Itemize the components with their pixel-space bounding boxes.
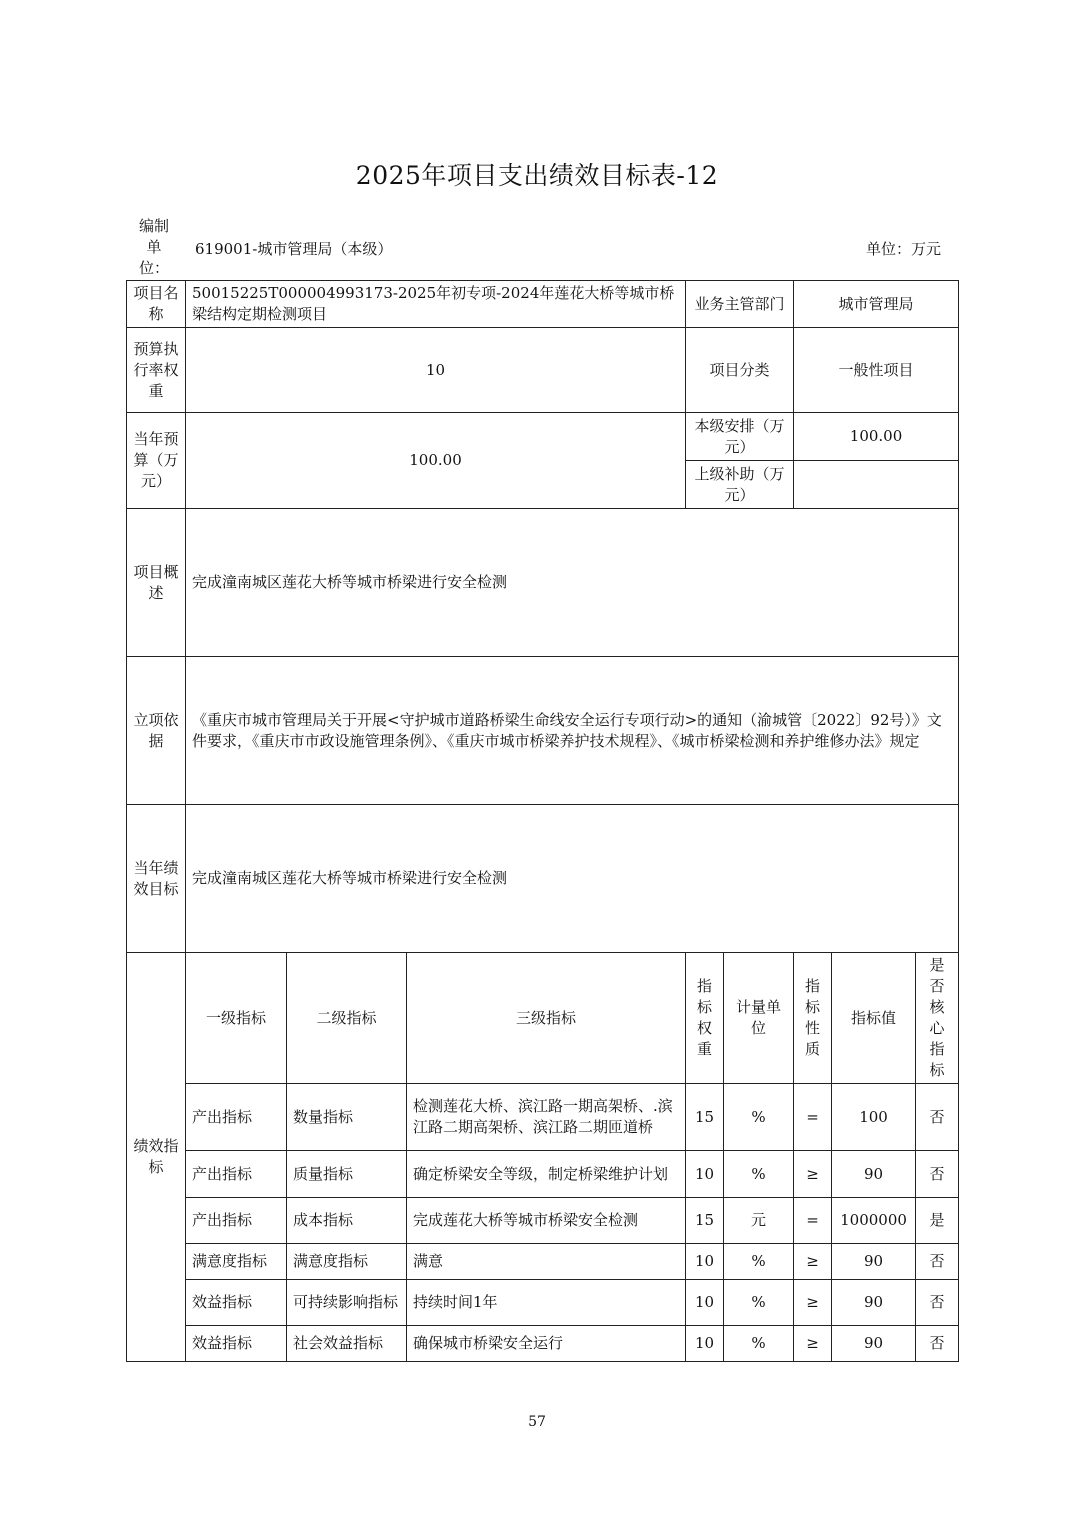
row-nature: ≥ — [794, 1326, 832, 1362]
row-level2: 社会效益指标 — [287, 1326, 407, 1362]
row-level2: 数量指标 — [287, 1084, 407, 1151]
row-nature: ≥ — [794, 1244, 832, 1280]
goal-label: 当年绩效目标 — [127, 805, 186, 953]
table-row — [127, 1084, 959, 1151]
dept-label: 业务主管部门 — [686, 281, 794, 328]
category-label: 项目分类 — [686, 328, 794, 413]
performance-table — [126, 280, 959, 1362]
local-label: 本级安排（万元） — [686, 413, 794, 461]
row-value: 90 — [832, 1280, 916, 1326]
row-core: 是 — [916, 1198, 959, 1244]
row-value: 90 — [832, 1151, 916, 1198]
row-unit: % — [724, 1244, 794, 1280]
row-nature: = — [794, 1198, 832, 1244]
row-weight: 15 — [686, 1198, 724, 1244]
table-row — [127, 1326, 959, 1362]
basis-value: 《重庆市城市管理局关于开展<守护城市道路桥梁生命线安全运行专项行动>的通知（渝城管〔2022〕92号）》文件要求，《重庆市市政设施管理条例》、《重庆市城市桥梁养护技术规程》、《城市桥梁检测和养护维修办法》规定 — [186, 657, 959, 805]
project-name-value: 50015225T000004993173-2025年初专项-2024年莲花大桥等城市桥梁结构定期检测项目 — [186, 281, 686, 328]
row-weight: 10 — [686, 1151, 724, 1198]
row-value: 90 — [832, 1326, 916, 1362]
row-core: 否 — [916, 1244, 959, 1280]
budget-label: 当年预算（万元） — [127, 413, 186, 509]
row-level1: 产出指标 — [186, 1198, 287, 1244]
header-value: 指标值 — [832, 953, 916, 1084]
table-row — [127, 1244, 959, 1280]
table-row — [127, 1280, 959, 1326]
category-value: 一般性项目 — [794, 328, 959, 413]
row-unit: 元 — [724, 1198, 794, 1244]
page-number: 57 — [528, 1414, 546, 1430]
row-unit: % — [724, 1326, 794, 1362]
project-name-label: 项目名称 — [127, 281, 186, 328]
row-weight: 10 — [686, 1326, 724, 1362]
row-level3: 完成莲花大桥等城市桥梁安全检测 — [407, 1198, 686, 1244]
basis-label: 立项依据 — [127, 657, 186, 805]
org-label: 编制单位： — [138, 217, 169, 277]
row-level1: 产出指标 — [186, 1084, 287, 1151]
header-level2: 二级指标 — [287, 953, 407, 1084]
page-title: 2025年项目支出绩效目标表-12 — [355, 161, 719, 190]
row-level2: 质量指标 — [287, 1151, 407, 1198]
header-level3: 三级指标 — [407, 953, 686, 1084]
row-level3: 检测莲花大桥、滨江路一期高架桥、.滨江路二期高架桥、滨江路二期匝道桥 — [407, 1084, 686, 1151]
upper-label: 上级补助（万元） — [686, 461, 794, 509]
row-level3: 确定桥梁安全等级，制定桥梁维护计划 — [407, 1151, 686, 1198]
goal-value: 完成潼南城区莲花大桥等城市桥梁进行安全检测 — [186, 805, 959, 953]
row-unit: % — [724, 1084, 794, 1151]
row-level2: 可持续影响指标 — [287, 1280, 407, 1326]
local-value: 100.00 — [794, 413, 959, 461]
budget-value: 100.00 — [186, 413, 686, 509]
header-level1: 一级指标 — [186, 953, 287, 1084]
row-weight: 10 — [686, 1244, 724, 1280]
header-core: 是否核心指标 — [916, 953, 959, 1084]
row-level2: 满意度指标 — [287, 1244, 407, 1280]
indicators-section-label: 绩效指标 — [127, 953, 186, 1362]
row-nature: = — [794, 1084, 832, 1151]
row-value: 1000000 — [832, 1198, 916, 1244]
weight-label: 预算执行率权重 — [127, 328, 186, 413]
row-unit: % — [724, 1280, 794, 1326]
row-core: 否 — [916, 1084, 959, 1151]
table-row — [127, 1151, 959, 1198]
row-value: 100 — [832, 1084, 916, 1151]
upper-value — [794, 461, 959, 509]
row-level1: 满意度指标 — [186, 1244, 287, 1280]
header-weight: 指标权重 — [686, 953, 724, 1084]
header-nature: 指标性质 — [794, 953, 832, 1084]
row-nature: ≥ — [794, 1151, 832, 1198]
header-unit: 计量单位 — [724, 953, 794, 1084]
org-value: 619001-城市管理局（本级） — [195, 240, 393, 258]
row-nature: ≥ — [794, 1280, 832, 1326]
unit-label: 单位：万元 — [866, 240, 942, 258]
table-row — [127, 1198, 959, 1244]
row-core: 否 — [916, 1151, 959, 1198]
row-weight: 10 — [686, 1280, 724, 1326]
row-level3: 满意 — [407, 1244, 686, 1280]
dept-value: 城市管理局 — [794, 281, 959, 328]
row-level1: 产出指标 — [186, 1151, 287, 1198]
overview-value: 完成潼南城区莲花大桥等城市桥梁进行安全检测 — [186, 509, 959, 657]
row-weight: 15 — [686, 1084, 724, 1151]
row-level1: 效益指标 — [186, 1280, 287, 1326]
row-core: 否 — [916, 1326, 959, 1362]
row-level3: 确保城市桥梁安全运行 — [407, 1326, 686, 1362]
row-core: 否 — [916, 1280, 959, 1326]
row-value: 90 — [832, 1244, 916, 1280]
row-level2: 成本指标 — [287, 1198, 407, 1244]
overview-label: 项目概述 — [127, 509, 186, 657]
weight-value: 10 — [186, 328, 686, 413]
row-level1: 效益指标 — [186, 1326, 287, 1362]
row-unit: % — [724, 1151, 794, 1198]
row-level3: 持续时间1年 — [407, 1280, 686, 1326]
